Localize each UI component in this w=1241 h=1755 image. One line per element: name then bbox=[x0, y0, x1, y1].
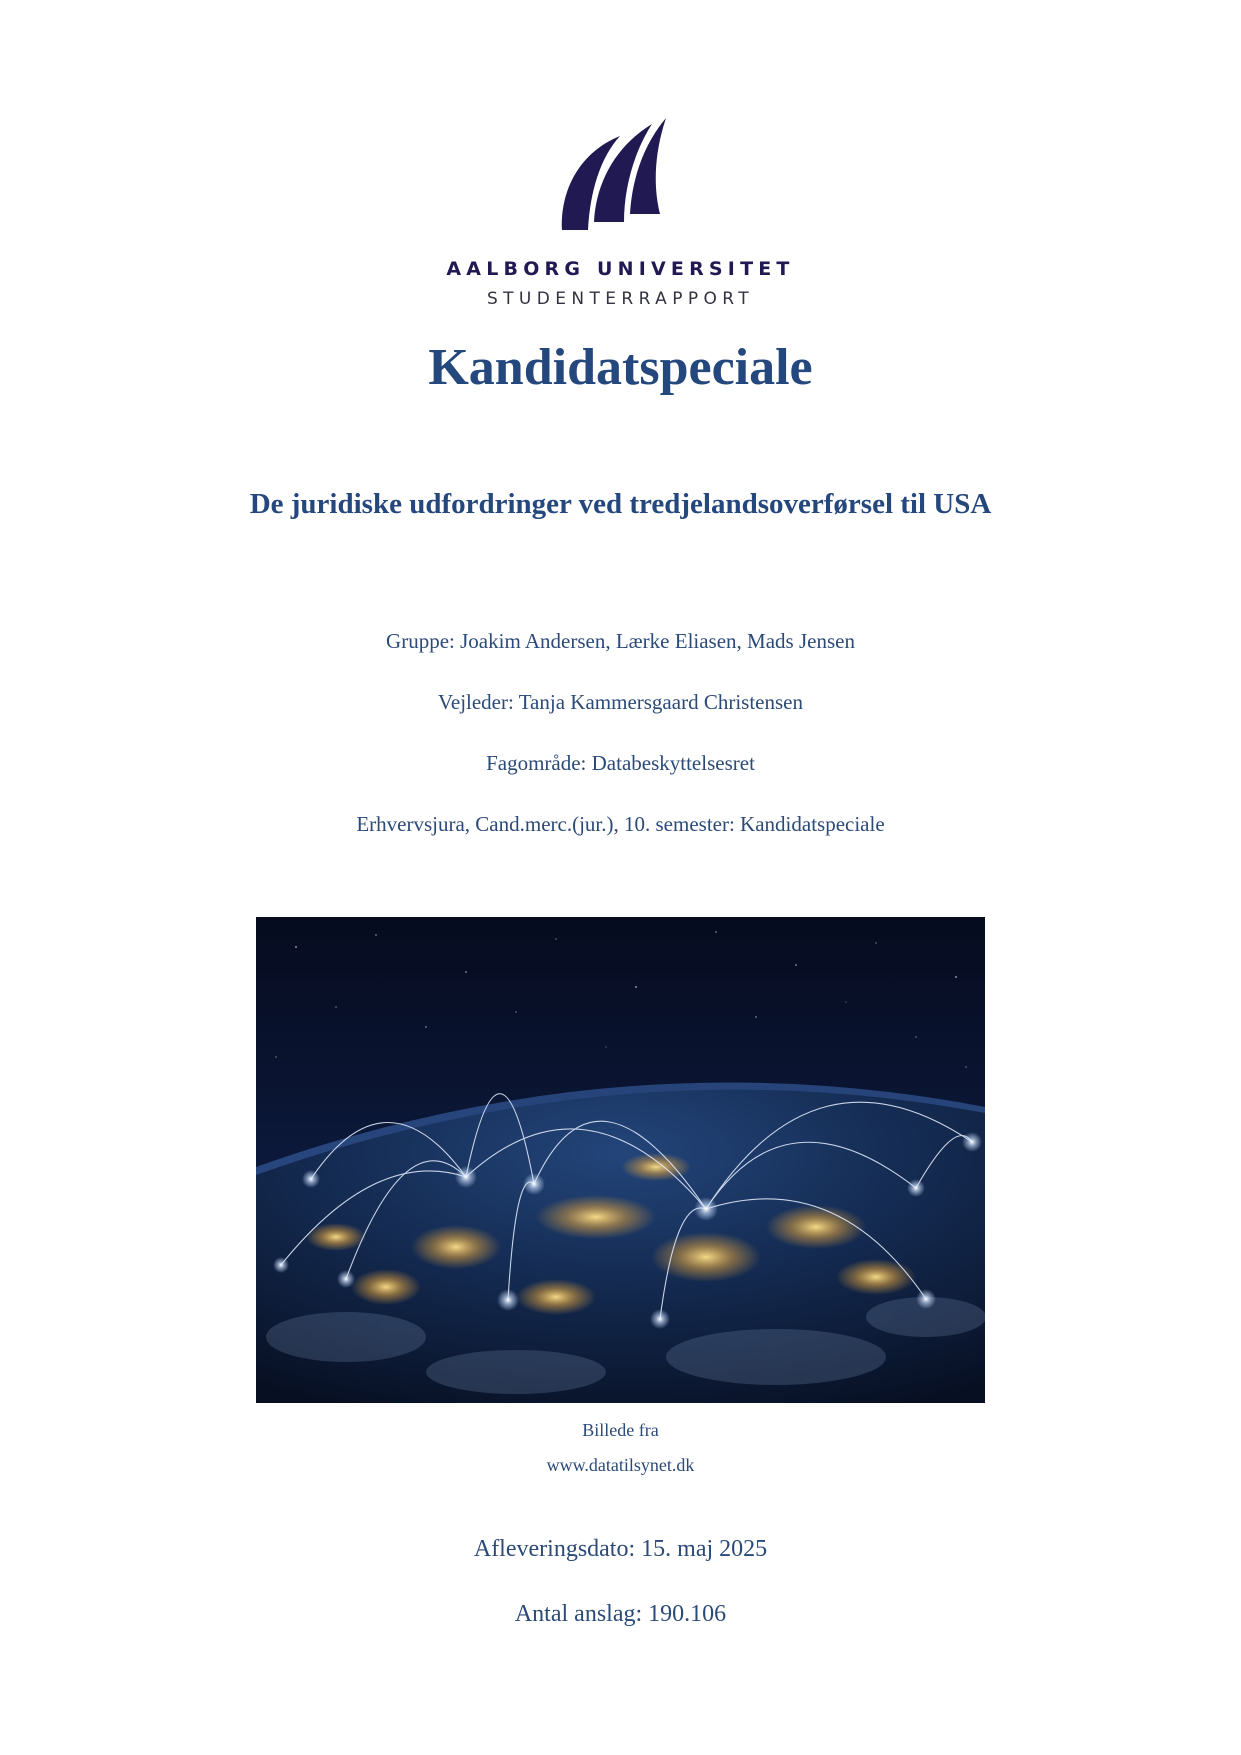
page-subtitle: De juridiske udfordringer ved tredjelandsoverførsel til USA bbox=[249, 488, 992, 520]
university-name: AALBORG UNIVERSITET bbox=[446, 258, 795, 280]
image-caption-source: www.datatilsynet.dk bbox=[546, 1455, 695, 1475]
page-title: Kandidatspeciale bbox=[428, 339, 813, 396]
field-line: Fagområde: Databeskyttelsesret bbox=[486, 751, 755, 775]
supervisor-line: Vejleder: Tanja Kammersgaard Christensen bbox=[438, 690, 803, 714]
program-line: Erhvervsjura, Cand.merc.(jur.), 10. semester: Kandidatspeciale bbox=[356, 812, 885, 836]
group-line: Gruppe: Joakim Andersen, Lærke Eliasen, Mads Jensen bbox=[386, 629, 855, 653]
image-caption-line1: Billede fra bbox=[582, 1420, 659, 1440]
report-type: STUDENTERRAPPORT bbox=[486, 289, 755, 309]
delivery-date: Afleveringsdato: 15. maj 2025 bbox=[473, 1536, 768, 1562]
aau-wave-logo-icon bbox=[560, 118, 666, 230]
cover-image bbox=[256, 917, 985, 1403]
character-count: Antal anslag: 190.106 bbox=[514, 1601, 727, 1627]
